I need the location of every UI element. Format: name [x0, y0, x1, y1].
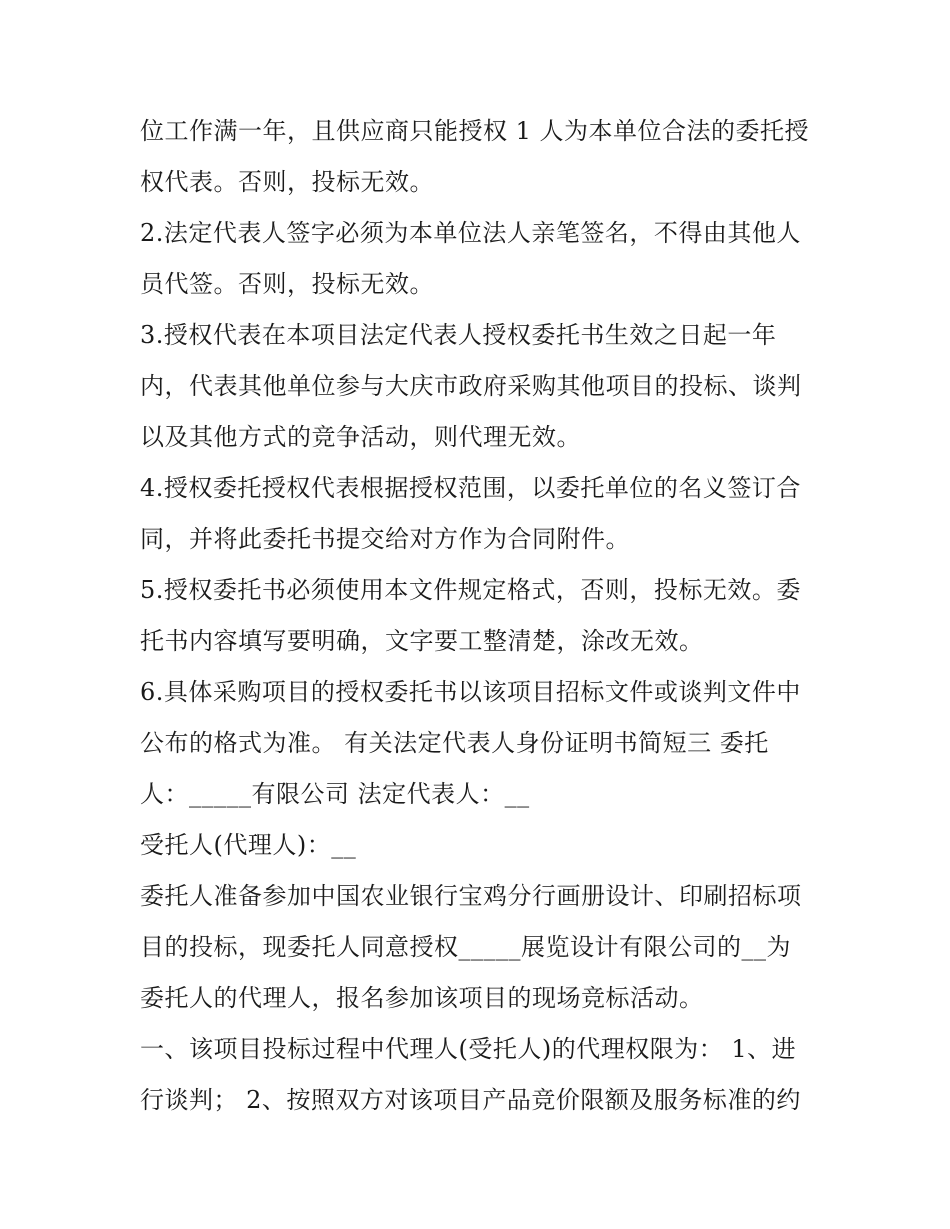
text-line: 以及其他方式的竞争活动，则代理无效。	[140, 423, 581, 451]
text-line: 一、该项目投标过程中代理人(受托人)的代理权限为： 1、进	[140, 1035, 797, 1063]
text-line: 公布的格式为准。 有关法定代表人身份证明书简短三 委托	[140, 729, 769, 757]
text-line: 2.法定代表人签字必须为本单位法人亲笔签名，不得由其他人	[140, 219, 801, 247]
text-line: 委托人的代理人，报名参加该项目的现场竞标活动。	[140, 984, 704, 1012]
text-line: 受托人(代理人)：__	[140, 831, 357, 859]
text-line: 员代签。否则，投标无效。	[140, 270, 434, 298]
text-line: 目的投标，现委托人同意授权_____展览设计有限公司的__为	[140, 933, 791, 961]
text-line: 托书内容填写要明确，文字要工整清楚，涂改无效。	[140, 627, 704, 655]
text-line: 位工作满一年，且供应商只能授权 1 人为本单位合法的委托授	[140, 117, 810, 145]
text-line: 6.具体采购项目的授权委托书以该项目招标文件或谈判文件中	[140, 678, 801, 706]
text-line: 4.授权委托授权代表根据授权范围，以委托单位的名义签订合	[140, 474, 801, 502]
text-line: 3.授权代表在本项目法定代表人授权委托书生效之日起一年	[140, 321, 777, 349]
text-line: 委托人准备参加中国农业银行宝鸡分行画册设计、印刷招标项	[140, 882, 802, 910]
text-line: 行谈判； 2、按照双方对该项目产品竞价限额及服务标准的约	[140, 1086, 801, 1114]
text-line: 内，代表其他单位参与大庆市政府采购其他项目的投标、谈判	[140, 372, 802, 400]
text-line: 5.授权委托书必须使用本文件规定格式，否则，投标无效。委	[140, 576, 801, 604]
text-line: 同，并将此委托书提交给对方作为合同附件。	[140, 525, 630, 553]
text-line: 人：_____有限公司 法定代表人：__	[140, 780, 530, 808]
text-line: 权代表。否则，投标无效。	[140, 168, 434, 196]
